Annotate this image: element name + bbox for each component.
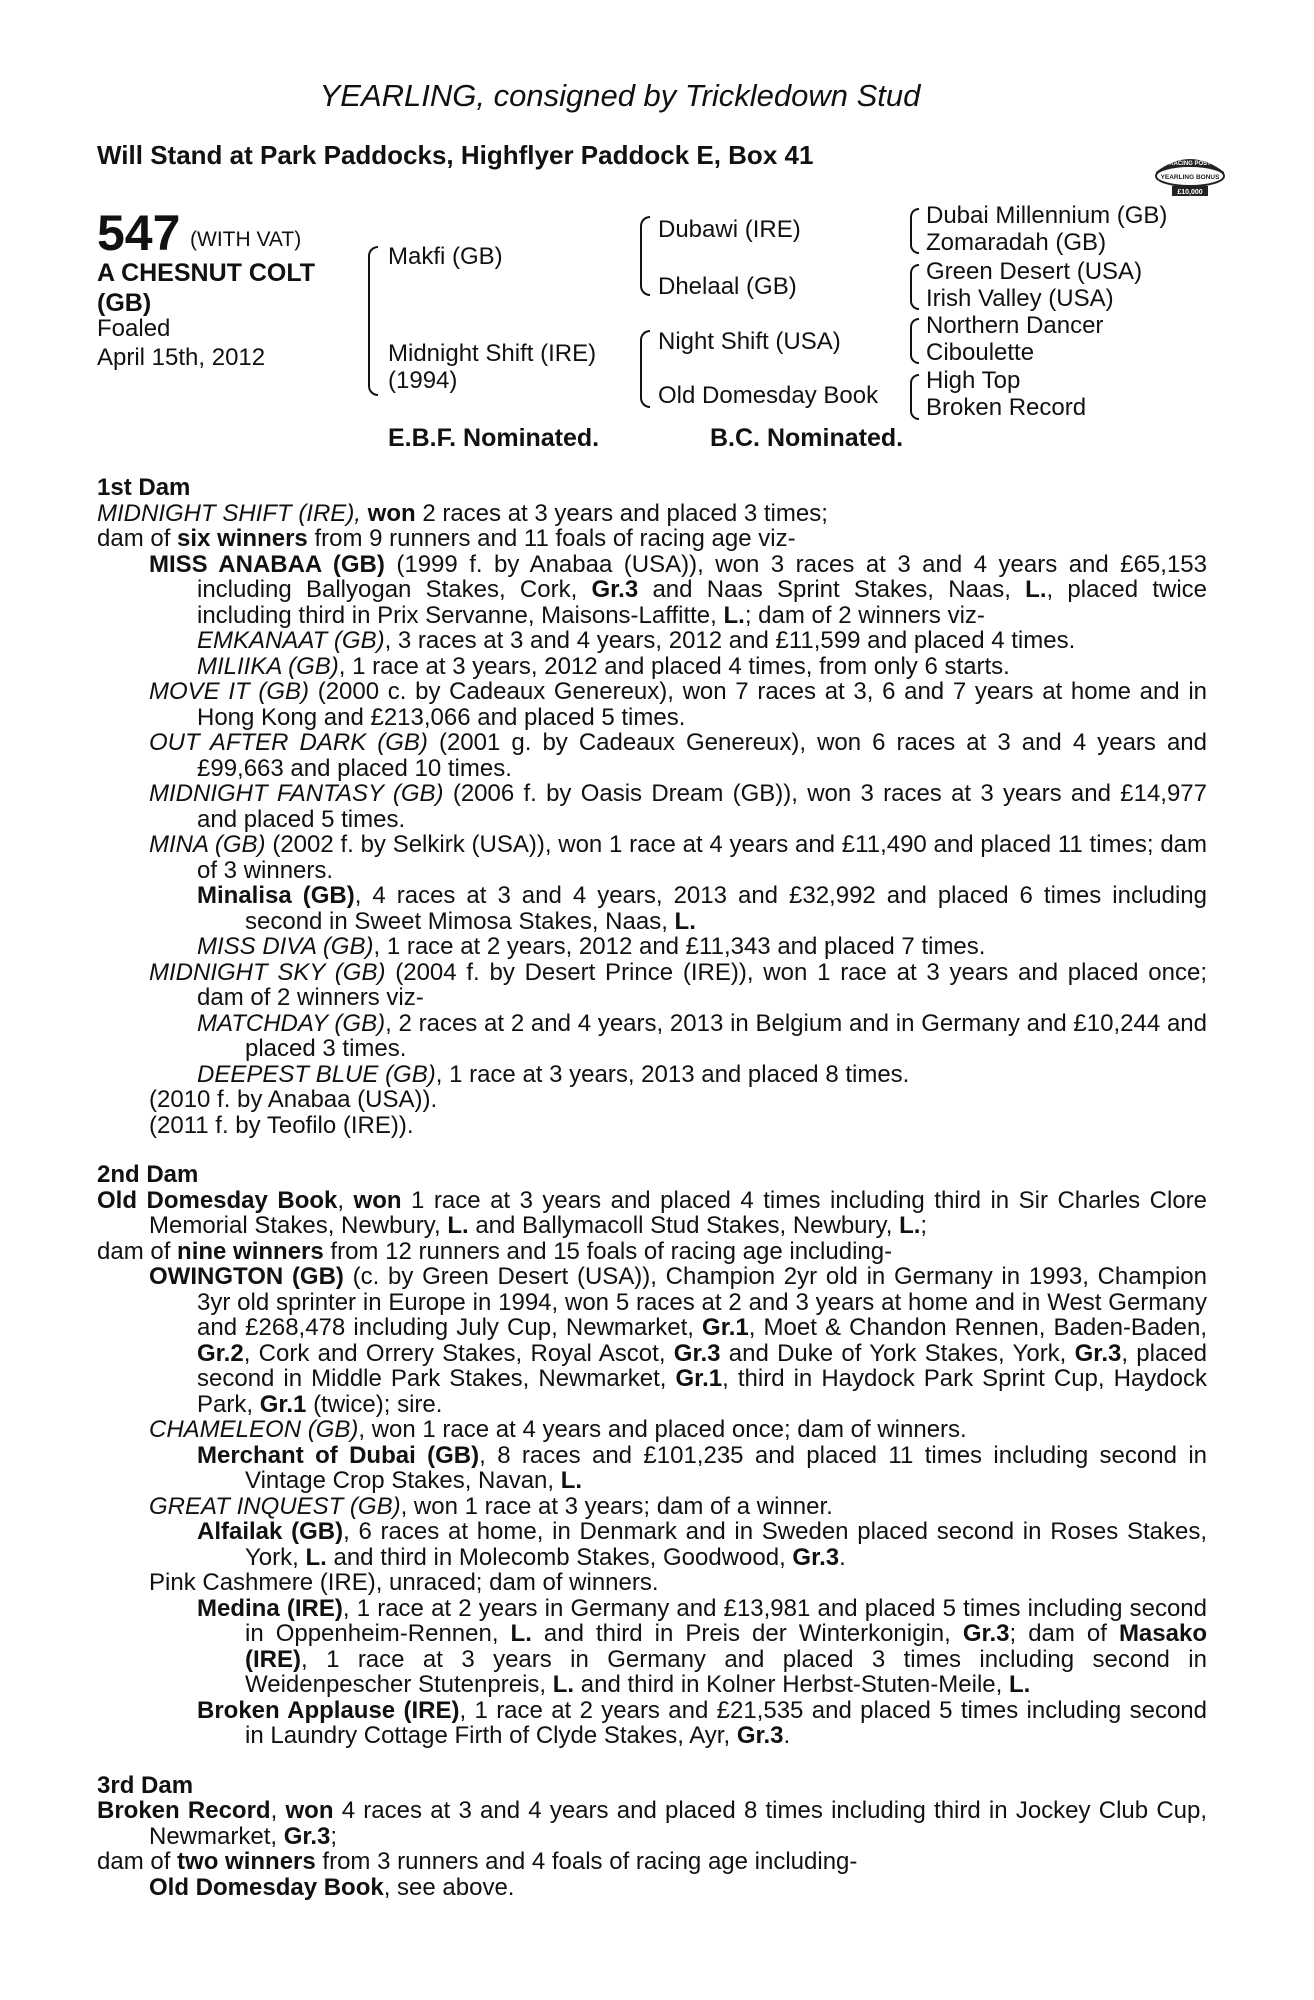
foaled-date: April 15th, 2012 (97, 344, 266, 371)
produce-entry: MIDNIGHT SKY (GB) (2004 f. by Desert Prince (IRE)), won 1 race at 3 years and placed once; dam of 2 winners viz- (149, 958, 1208, 1011)
produce-subentry: MISS DIVA (GB), 1 race at 2 years, 2012 and £11,343 and placed 7 times. (197, 933, 986, 960)
second-dam-line: Old Domesday Book, won 1 race at 3 years and placed 4 times including third in Sir Charles Clore Memorial Stakes, Newbury, L. and Ballymacoll Stud Stakes, Newbury, L.; (97, 1186, 1208, 1239)
badge-amount-text: £10,000 (1177, 189, 1203, 196)
produce-subentry: Alfailak (GB), 6 races at home, in Denmark and in Sweden placed second in Roses Stakes, York, L. and third in Molecomb Stakes, Goodwood, Gr.3. (197, 1518, 1208, 1571)
foaled-label: Foaled (97, 315, 171, 342)
lot-sex-line2: (GB) (97, 289, 152, 317)
badge-mid-text: YEARLING BONUS (1160, 174, 1220, 181)
bracket-3a (910, 208, 919, 254)
page-title: YEARLING, consigned by Trickledown Stud (319, 78, 921, 113)
first-dam-line: MIDNIGHT SHIFT (IRE), won 2 races at 3 years and placed 3 times; (97, 499, 828, 527)
ped-ddd: Broken Record (926, 394, 1087, 421)
sire-dam-bracket (368, 246, 378, 396)
produce-entry: MIDNIGHT FANTASY (GB) (2006 f. by Oasis Dream (GB)), won 3 races at 3 years and £14,977 and placed 5 times. (149, 780, 1208, 833)
ped-ss: Dubawi (IRE) (658, 216, 801, 243)
ebf-nominated: E.B.F. Nominated. (388, 424, 600, 452)
produce-subentry: Broken Applause (IRE), 1 race at 2 years and £21,535 and placed 5 times including second in Laundry Cottage Firth of Clyde Stakes, Ayr, Gr.3. (197, 1696, 1208, 1749)
produce-entry: MOVE IT (GB) (2000 c. by Cadeaux Genereux), won 7 races at 3, 6 and 7 years at home and in Hong Kong and £213,066 and placed 5 times. (149, 678, 1207, 731)
produce-subentry: DEEPEST BLUE (GB), 1 race at 3 years, 2013 and placed 8 times. (197, 1060, 910, 1088)
produce-entry: (2010 f. by Anabaa (USA)). (149, 1086, 438, 1113)
dam-produce-record (97, 475, 1207, 1900)
produce-subentry: MILIIKA (GB), 1 race at 3 years, 2012 and placed 4 times, from only 6 starts. (197, 652, 1010, 680)
ped-dd: Old Domesday Book (658, 382, 879, 409)
ped-sd: Dhelaal (GB) (658, 273, 797, 300)
lot-sex-line1: A CHESNUT COLT (97, 259, 316, 287)
third-dam-line: Broken Record, won 4 races at 3 and 4 years and placed 8 times including third in Jockey Club Cup, Newmarket, Gr.3; (97, 1797, 1208, 1850)
first-dam-produce-summary: dam of six winners from 9 runners and 11 foals of racing age viz- (97, 525, 796, 552)
bracket-3c (910, 318, 919, 364)
third-dam-produce-summary: dam of two winners from 3 runners and 4 foals of racing age including- (97, 1848, 858, 1875)
second-dam-heading: 2nd Dam (97, 1161, 199, 1188)
produce-entry: CHAMELEON (GB), won 1 race at 4 years and placed once; dam of winners. (149, 1416, 967, 1443)
second-dam-produce-summary: dam of nine winners from 12 runners and 15 foals of racing age including- (97, 1237, 893, 1265)
first-dam-heading: 1st Dam (97, 474, 191, 501)
foaled-info (97, 314, 265, 372)
produce-entry: OWINGTON (GB) (c. by Green Desert (USA)), Champion 2yr old in Germany in 1993, Champion 3yr old sprinter in Europe in 1994, won 5 races at 2 and 3 years at home and in West Germany and £268,478 including July Cup, Newmarket, Gr.1, Moet & Chandon Rennen, Baden-Baden, Gr.2, Cork and Orrery Stakes, Royal Ascot, Gr.3 and Duke of York Stakes, York, Gr.3, placed second in Middle Park Stakes, Newmarket, Gr.1, third in Haydock Park Sprint Cup, Haydock Park, Gr.1 (twice); sire. (149, 1263, 1208, 1418)
ped-sss: Dubai Millennium (GB) (926, 202, 1168, 229)
produce-entry: Old Domesday Book, see above. (149, 1873, 515, 1901)
produce-subentry: EMKANAAT (GB), 3 races at 3 and 4 years, 2012 and £11,599 and placed 4 times. (197, 627, 1076, 654)
ped-sdd: Irish Valley (USA) (926, 285, 1114, 312)
ped-dam-line2: (1994) (388, 367, 458, 394)
stand-location: Will Stand at Park Paddocks, Highflyer Paddock E, Box 41 (97, 140, 814, 170)
produce-subentry: Minalisa (GB), 4 races at 3 and 4 years, 2013 and £32,992 and placed 6 times including second in Sweet Mimosa Stakes, Naas, L. (197, 882, 1207, 935)
bc-nominated: B.C. Nominated. (710, 424, 904, 452)
ped-dss: Northern Dancer (926, 312, 1104, 339)
produce-subentry: Merchant of Dubai (GB), 8 races and £101,235 and placed 11 times including second in Vintage Crop Stakes, Navan, L. (197, 1441, 1207, 1494)
produce-subentry: Medina (IRE), 1 race at 2 years in Germany and £13,981 and placed 5 times including second in Oppenheim-Rennen, L. and third in Preis der Winterkonigin, Gr.3; dam of Masako (IRE), 1 race at 3 years in Germany and placed 3 times including second in Weidenpescher Stutenpreis, L. and third in Kolner Herbst-Stuten-Meile, L. (197, 1594, 1207, 1698)
third-dam-heading: 3rd Dam (97, 1771, 194, 1799)
ped-dam-line1: Midnight Shift (IRE) (388, 340, 597, 367)
produce-entry: OUT AFTER DARK (GB) (2001 g. by Cadeaux Genereux), won 6 races at 3 and 4 years and £99,663 and placed 10 times. (149, 729, 1207, 782)
yearling-bonus-badge-icon (1152, 152, 1228, 198)
bracket-3d (910, 374, 919, 420)
ped-sds: Green Desert (USA) (926, 258, 1143, 285)
lot-number: 547 (97, 205, 181, 261)
dam-line-bracket (640, 330, 650, 408)
lot-description (97, 258, 367, 318)
ped-dds: High Top (926, 367, 1021, 394)
ped-dsd: Ciboulette (926, 339, 1035, 366)
bracket-3b (910, 264, 919, 310)
produce-entry: GREAT INQUEST (GB), won 1 race at 3 years; dam of a winner. (149, 1492, 833, 1520)
produce-subentry: MATCHDAY (GB), 2 races at 2 and 4 years, 2013 in Belgium and in Germany and £10,244 and placed 3 times. (197, 1009, 1207, 1062)
produce-entry: MINA (GB) (2002 f. by Selkirk (USA)), won 1 race at 4 years and £11,490 and placed 11 times; dam of 3 winners. (149, 831, 1208, 884)
produce-entry: MISS ANABAA (GB) (1999 f. by Anabaa (USA)), won 3 races at 3 and 4 years and £65,153 including Ballyogan Stakes, Cork, Gr.3 and Naas Sprint Stakes, Naas, L., placed twice including third in Prix Servanne, Maisons-Laffitte, L.; dam of 2 winners viz- (149, 550, 1208, 629)
badge-top-text: RACING POST (1169, 161, 1211, 167)
produce-entry: Pink Cashmere (IRE), unraced; dam of winners. (149, 1569, 659, 1596)
ped-sire: Makfi (GB) (388, 243, 503, 270)
ped-ssd: Zomaradah (GB) (926, 229, 1107, 256)
ped-ds: Night Shift (USA) (658, 328, 841, 355)
produce-entry: (2011 f. by Teofilo (IRE)). (149, 1111, 414, 1139)
vat-note: (WITH VAT) (190, 228, 302, 251)
sire-line-bracket (640, 216, 650, 296)
